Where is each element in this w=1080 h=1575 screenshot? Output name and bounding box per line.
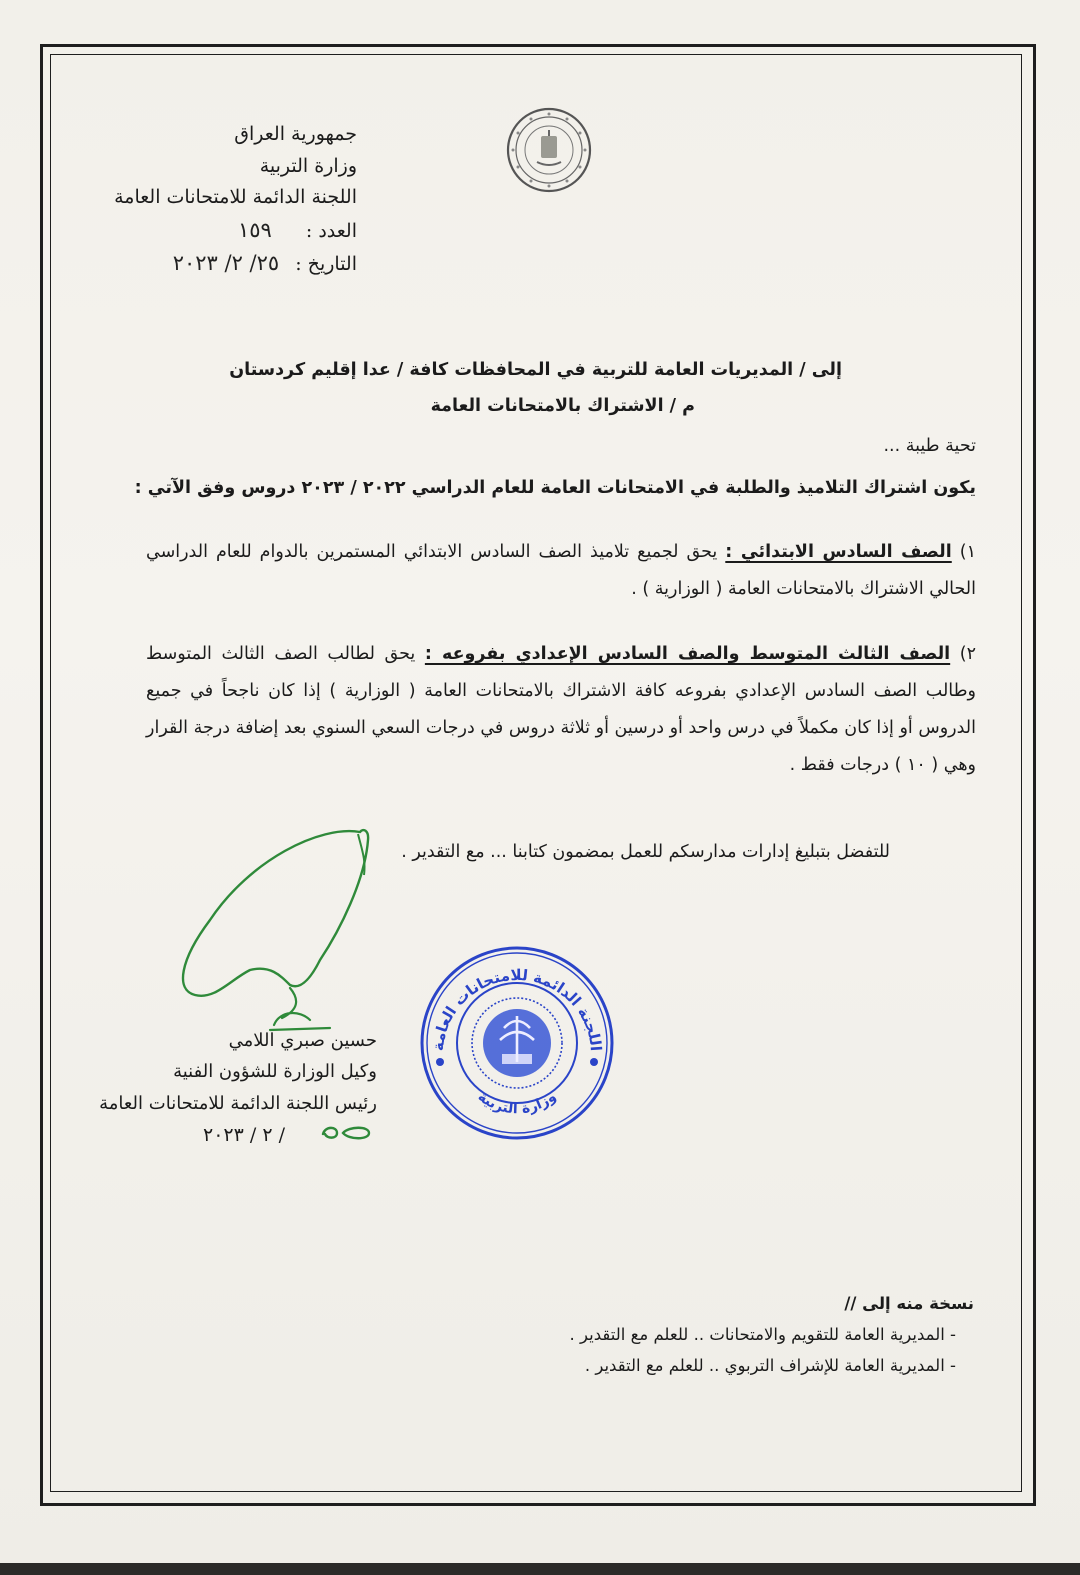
closing-line: للتفضل بتبليغ إدارات مدارسكم للعمل بمضمون كتابنا ... مع التقدير . bbox=[401, 842, 890, 862]
bottom-edge bbox=[0, 1563, 1080, 1575]
greeting: تحية طيبة ... bbox=[883, 436, 976, 456]
date-label: التاريخ : bbox=[295, 253, 357, 275]
item-2-number: ٢) bbox=[959, 644, 976, 664]
signature-date: / ٢ / ٢٠٢٣ bbox=[203, 1124, 285, 1146]
item-2-text: يحق لطالب الصف الثالث المتوسط وطالب الصف السادس الإعدادي بفروعه كافة الاشتراك بالامتحانات العامة ( الوزارية ) إذا كان ناجحاً في جميع الدروس أو إذا كان مكملاً في درس واحد أو درسين أو ثلاثة دروس في درجات السعي السنوي بعد إضافة درجة القرار وهي ( ١٠ ) درجات فقط . bbox=[146, 644, 976, 775]
stamp-bottom-text: وزارة التربية bbox=[474, 1088, 560, 1118]
signatory-title-2: رئيس اللجنة الدائمة للامتحانات العامة bbox=[99, 1093, 377, 1114]
copy-recipient-1: - المديرية العامة للتقويم والامتحانات .. للعلم مع التقدير . bbox=[569, 1325, 956, 1344]
item-1-number: ١) bbox=[959, 542, 977, 562]
item-1-heading: الصف السادس الابتدائي : bbox=[725, 542, 952, 562]
addressee-line: إلى / المديريات العامة للتربية في المحافظات كافة / عدا إقليم كردستان bbox=[229, 360, 842, 380]
signature-icon bbox=[170, 820, 385, 1040]
item-2 bbox=[146, 636, 976, 784]
item-1-text: يحق لجميع تلاميذ الصف السادس الابتدائي المستمرين بالدوام للعام الدراسي الحالي الاشتراك بالامتحانات العامة ( الوزارية ) . bbox=[146, 542, 976, 599]
item-2-heading: الصف الثالث المتوسط والصف السادس الإعدادي بفروعه : bbox=[424, 644, 951, 664]
copies-heading: نسخة منه إلى // bbox=[844, 1294, 974, 1313]
signatory-name: حسين صبري اللامي bbox=[228, 1030, 377, 1051]
header-committee: اللجنة الدائمة للامتحانات العامة bbox=[114, 186, 357, 208]
item-1 bbox=[146, 534, 976, 608]
handwritten-day-icon bbox=[315, 1120, 375, 1144]
ministry-emblem-icon bbox=[505, 106, 593, 194]
official-stamp bbox=[418, 944, 616, 1142]
copy-recipient-2: - المديرية العامة للإشراف التربوي .. للعلم مع التقدير . bbox=[584, 1356, 956, 1375]
header-republic: جمهورية العراق bbox=[234, 123, 357, 145]
number-value: ١٥٩ bbox=[238, 218, 272, 242]
header-ministry: وزارة التربية bbox=[259, 155, 357, 177]
date-value: ٢٥/ ٢/ ٢٠٢٣ bbox=[172, 251, 280, 275]
header-number-row bbox=[238, 218, 357, 242]
stamp-outer-text: اللجنة الدائمة للامتحانات العامة bbox=[428, 965, 605, 1052]
subject-line: م / الاشتراك بالامتحانات العامة bbox=[430, 396, 695, 416]
header-date-row bbox=[173, 251, 357, 275]
signatory-title-1: وكيل الوزارة للشؤون الفنية bbox=[173, 1061, 377, 1082]
number-label: العدد : bbox=[305, 220, 357, 242]
intro-paragraph: يكون اشتراك التلاميذ والطلبة في الامتحانات العامة للعام الدراسي ٢٠٢٢ / ٢٠٢٣ دروس وفق الآتي : bbox=[134, 478, 976, 498]
